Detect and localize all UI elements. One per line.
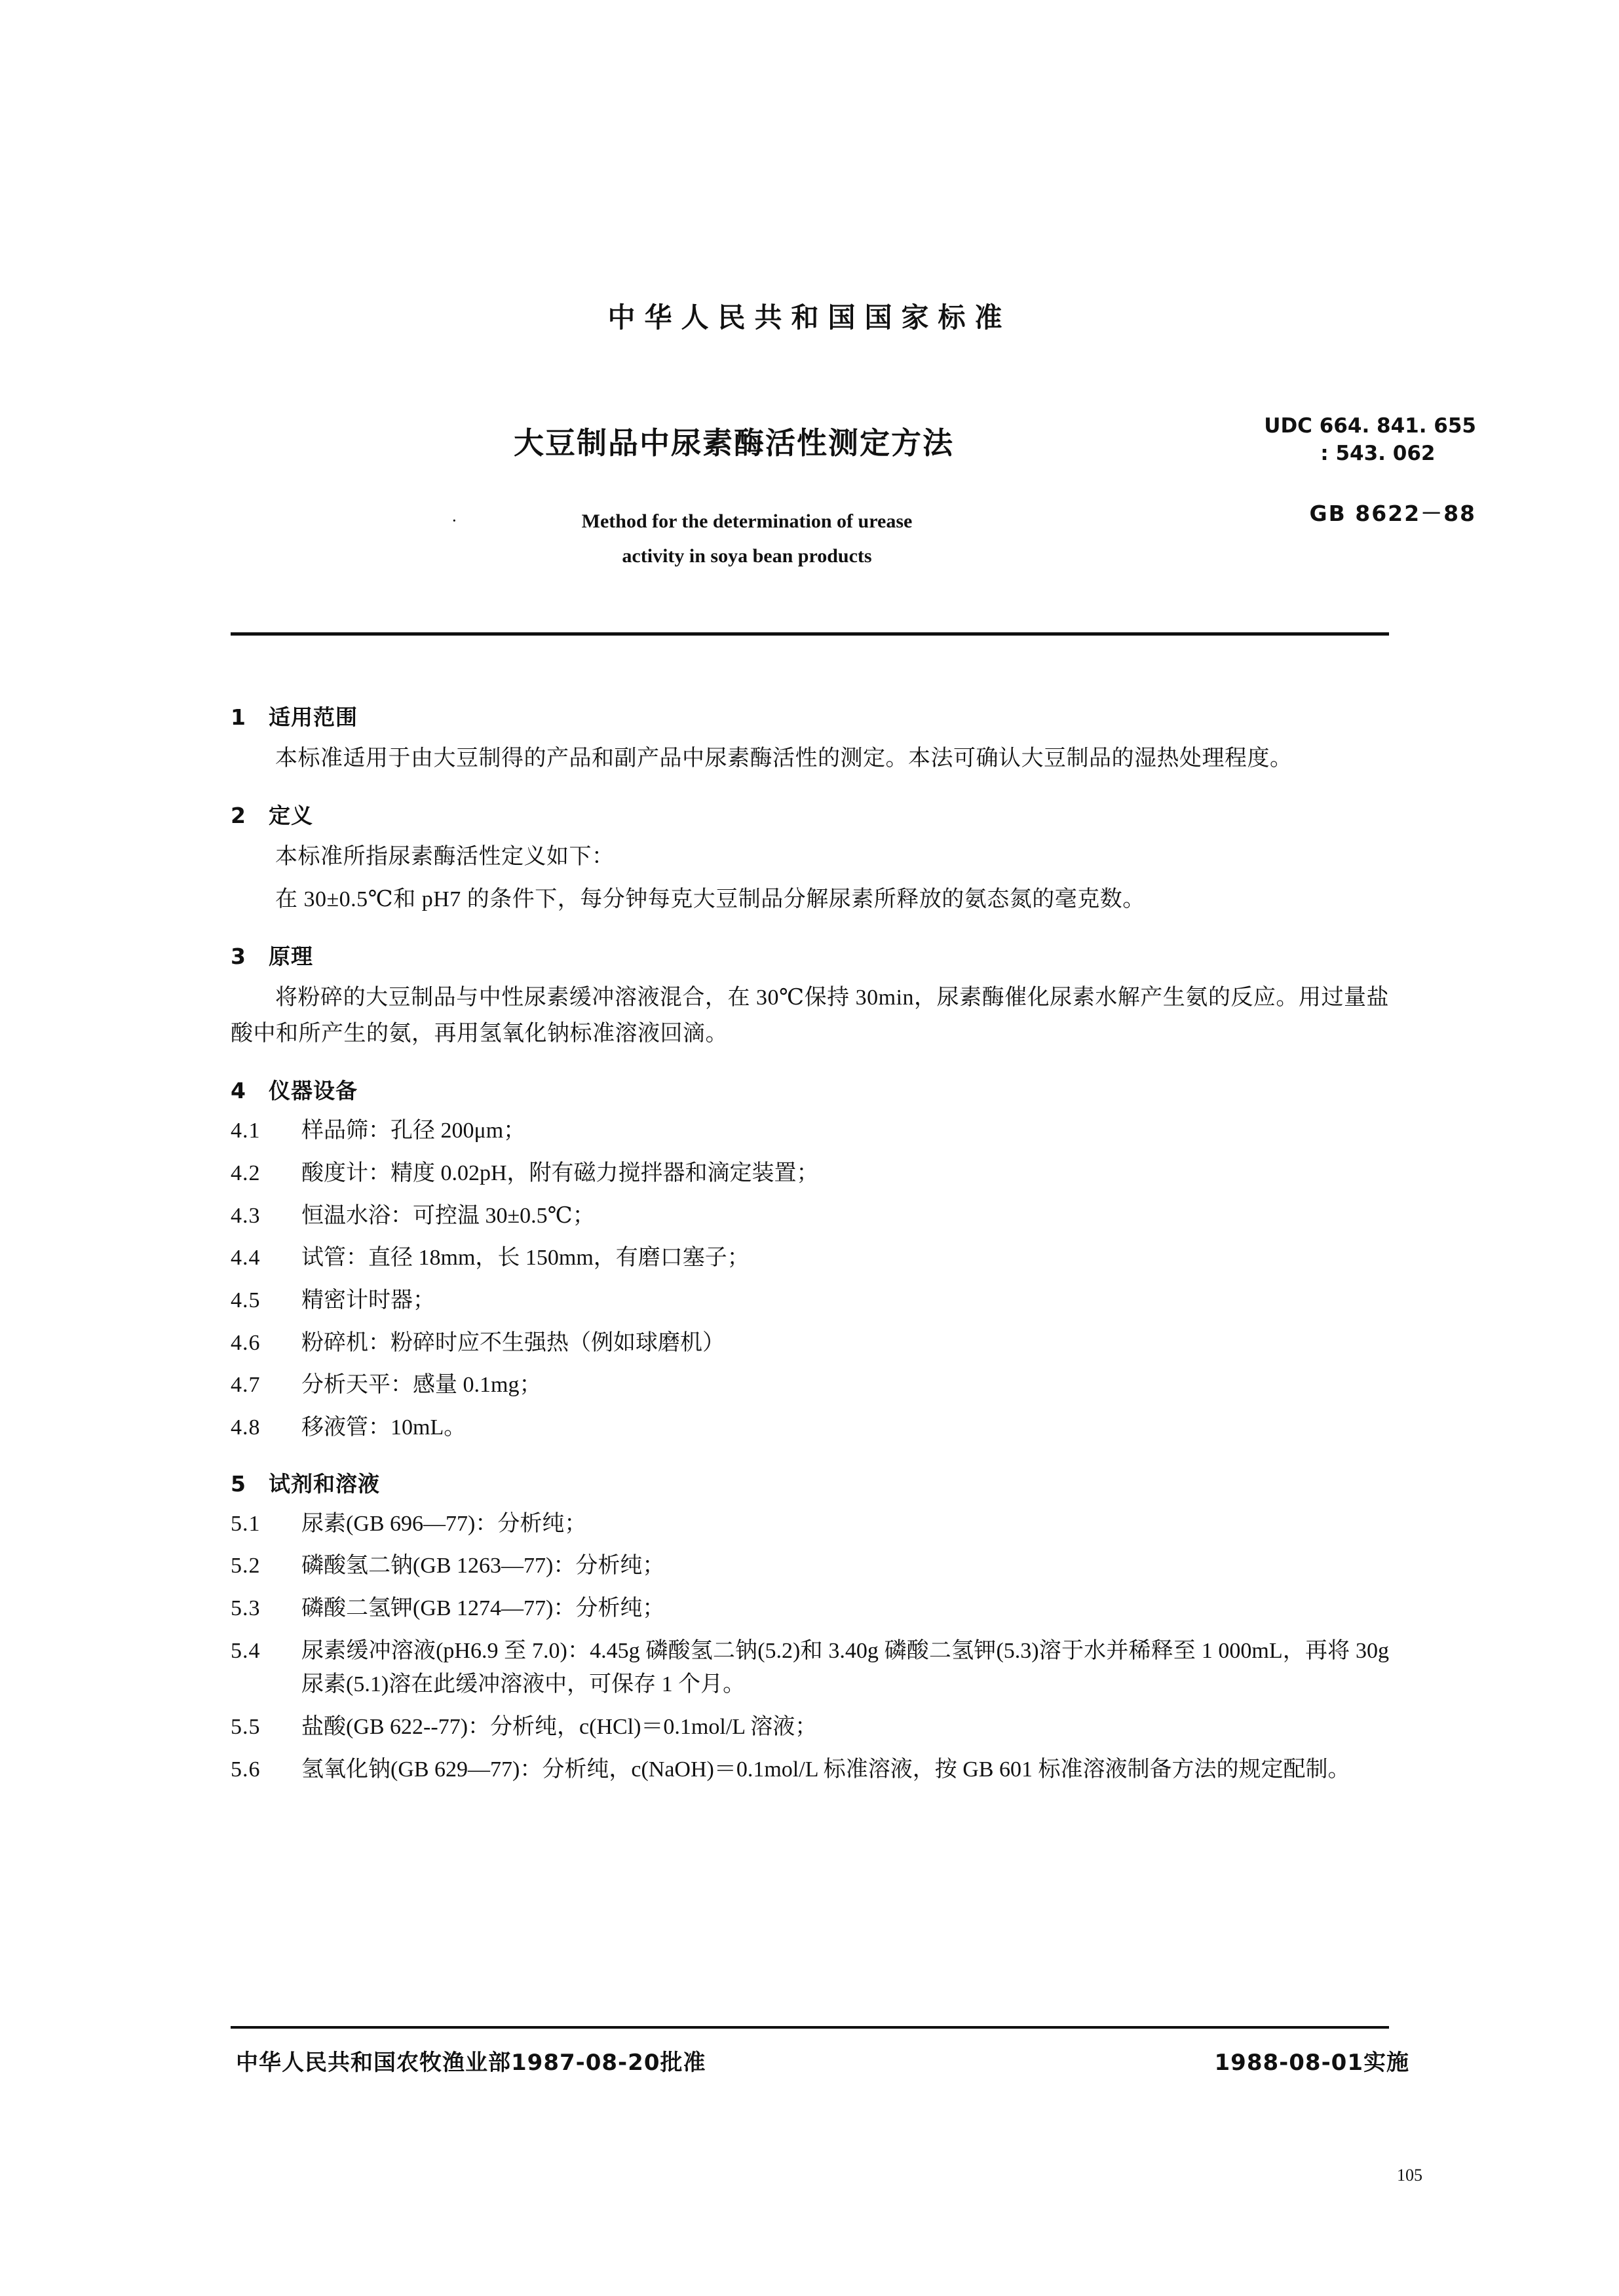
item-label: 4.1 — [231, 1119, 261, 1143]
header-divider — [231, 632, 1389, 636]
implementation-date: 1988-08-01实施 — [1214, 2050, 1409, 2076]
section-number-1: 1 — [231, 704, 246, 730]
item-text: 磷酸氢二钠(GB 1263—77)：分析纯； — [301, 1554, 665, 1578]
item-label: 5.1 — [231, 1511, 261, 1536]
item-label: 5.4 — [231, 1638, 261, 1663]
item-text: 尿素(GB 696—77)：分析纯； — [301, 1511, 587, 1536]
approval-statement: 中华人民共和国农牧渔业部1987-08-20批准 — [236, 2050, 706, 2076]
item-text: 磷酸二氢钾(GB 1274—77)：分析纯； — [301, 1596, 665, 1621]
udc-line-2: : 543. 062 — [1320, 441, 1436, 465]
item-label: 5.3 — [231, 1596, 261, 1621]
item-text: 恒温水浴：可控温 30±0.5℃； — [301, 1203, 595, 1228]
bullet-marker: · — [452, 514, 457, 528]
list-item — [231, 1710, 1389, 1744]
item-text: 移液管：10mL。 — [301, 1415, 467, 1440]
list-item — [231, 1411, 1389, 1445]
item-label: 4.5 — [231, 1288, 261, 1313]
section-heading-4 — [231, 1074, 1389, 1105]
section-3-paragraph-1: 将粉碎的大豆制品与中性尿素缓冲溶液混合，在 30℃保持 30min，尿素酶催化尿素水解产生氨的反应。用过量盐酸中和所产生的氨，再用氢氧化钠标准溶液回滴。 — [231, 985, 1389, 1046]
list-item — [231, 1157, 1389, 1191]
section-number-4: 4 — [231, 1078, 246, 1104]
item-text: 精密计时器； — [301, 1288, 435, 1313]
section-2-paragraph-1: 本标准所指尿素酶活性定义如下： — [275, 845, 615, 870]
item-label: 4.3 — [231, 1203, 261, 1228]
section-heading-3 — [231, 940, 1389, 970]
section-title-1: 适用范围 — [269, 704, 358, 730]
item-text: 试管：直径 18mm，长 150mm，有磨口塞子； — [301, 1246, 750, 1271]
item-label: 4.6 — [231, 1330, 261, 1355]
list-item — [231, 1507, 1389, 1541]
item-label: 5.5 — [231, 1715, 261, 1740]
item-text: 样品筛：孔径 200μm； — [301, 1119, 526, 1143]
section-2-paragraph-2: 在 30±0.5℃和 pH7 的条件下，每分钟每克大豆制品分解尿素所释放的氨态氮的毫克数。 — [275, 887, 1145, 912]
section-heading-2 — [231, 799, 1389, 830]
udc-code — [1264, 413, 1476, 468]
item-label: 4.8 — [231, 1415, 261, 1440]
item-text: 粉碎机：粉碎时应不生强热（例如球磨机） — [301, 1330, 725, 1355]
section-title-5: 试剂和溶液 — [269, 1470, 380, 1497]
item-text: 分析天平：感量 0.1mg； — [301, 1373, 542, 1398]
document-body — [231, 678, 1389, 1795]
english-title — [367, 505, 1127, 573]
list-item — [231, 1199, 1389, 1233]
item-text: 尿素缓冲溶液(pH6.9 至 7.0)：4.45g 磷酸氢二钠(5.2)和 3.40g 磷酸二氢钾(5.3)溶于水并稀释至 1 000mL，再将 30g 尿素(5.1)溶在此缓冲溶液中，可保存 1 个月。 — [301, 1638, 1389, 1697]
item-label: 4.7 — [231, 1373, 261, 1398]
list-item — [231, 1284, 1389, 1318]
page-number: 105 — [1397, 2166, 1422, 2185]
footer-divider — [231, 2026, 1389, 2029]
section-number-3: 3 — [231, 944, 246, 970]
item-label: 4.4 — [231, 1246, 261, 1271]
section-1-paragraph-1: 本标准适用于由大豆制得的产品和副产品中尿素酶活性的测定。本法可确认大豆制品的湿热处理程度。 — [275, 746, 1293, 771]
item-label: 4.2 — [231, 1161, 261, 1186]
standard-number: GB 8622－88 — [1309, 501, 1476, 526]
english-title-line1: Method for the determination of urease — [581, 510, 913, 532]
udc-line-1: UDC 664. 841. 655 — [1264, 414, 1476, 438]
page-title: 大豆制品中尿素酶活性测定方法 — [514, 425, 954, 461]
section-title-4: 仪器设备 — [269, 1078, 358, 1104]
item-text: 酸度计：精度 0.02pH，附有磁力搅拌器和滴定装置； — [301, 1161, 819, 1186]
section-heading-5 — [231, 1467, 1389, 1498]
item-text: 氢氧化钠(GB 629—77)：分析纯，c(NaOH)＝0.1mol/L 标准溶液，按 GB 601 标准溶液制备方法的规定配制。 — [301, 1757, 1350, 1782]
item-text: 盐酸(GB 622--77)：分析纯，c(HCl)＝0.1mol/L 溶液； — [301, 1715, 818, 1740]
list-item — [231, 1592, 1389, 1626]
list-item — [231, 1114, 1389, 1148]
list-item — [231, 1634, 1389, 1702]
english-title-line2: activity in soya bean products — [622, 545, 872, 567]
item-label: 5.2 — [231, 1554, 261, 1578]
list-item — [231, 1549, 1389, 1583]
section-title-3: 原理 — [269, 944, 313, 970]
list-item — [231, 1753, 1389, 1787]
section-number-5: 5 — [231, 1470, 246, 1497]
list-item — [231, 1368, 1389, 1402]
national-standard-heading: 中华人民共和国国家标准 — [607, 301, 1012, 334]
list-item — [231, 1326, 1389, 1360]
section-heading-1 — [231, 700, 1389, 731]
item-label: 5.6 — [231, 1757, 261, 1782]
list-item — [231, 1241, 1389, 1275]
section-number-2: 2 — [231, 803, 246, 829]
section-title-2: 定义 — [269, 803, 313, 829]
